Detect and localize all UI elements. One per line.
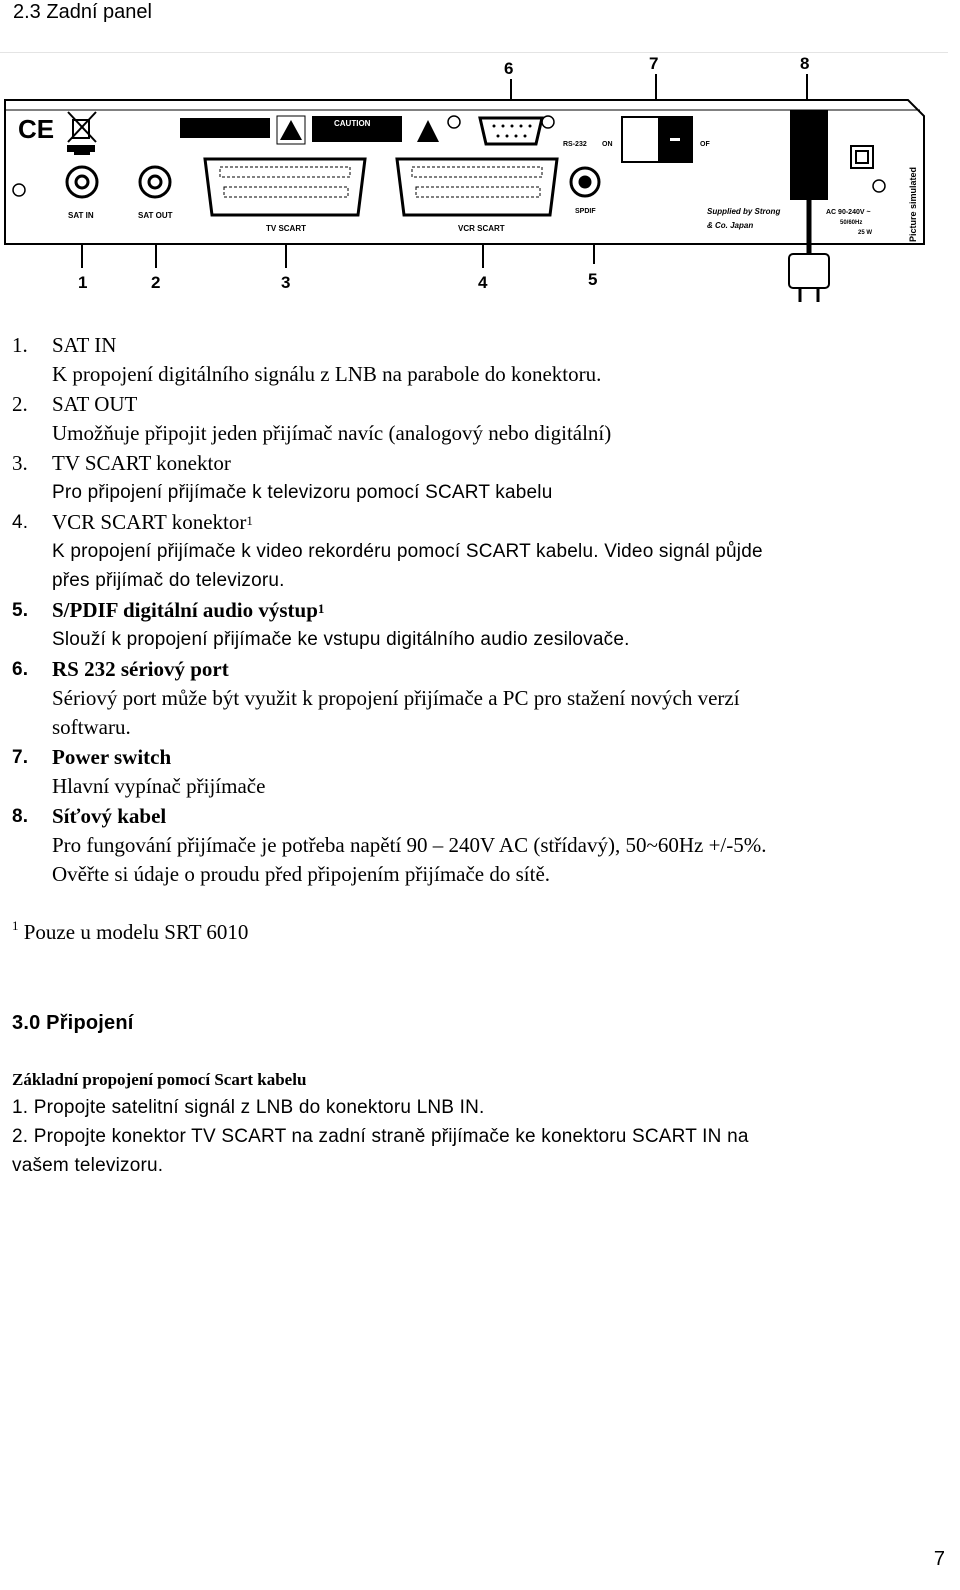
- item-description: softwaru.: [52, 715, 131, 739]
- callout-2: 2: [151, 273, 161, 292]
- callout-3: 3: [281, 273, 291, 292]
- footnote-text: Pouze u modelu SRT 6010: [23, 920, 249, 944]
- warning-label-1: [180, 118, 270, 138]
- item-description: Sériový port může být využit k propojení přijímače a PC pro stažení nových verzí: [52, 686, 740, 710]
- svg-text:TV SCART: TV SCART: [266, 224, 306, 233]
- item-description: Umožňuje připojit jeden přijímač navíc (analogový nebo digitální): [52, 421, 612, 445]
- svg-text:50/60Hz: 50/60Hz: [840, 220, 863, 226]
- callout-8: 8: [800, 54, 810, 73]
- rs232-port: [480, 118, 542, 144]
- item-number: 7.: [12, 747, 29, 768]
- footnote-mark: 1: [12, 918, 19, 933]
- callout-5: 5: [588, 270, 598, 289]
- svg-text:RS-232: RS-232: [563, 141, 587, 148]
- svg-text:Supplied by Strong: Supplied by Strong: [707, 207, 781, 216]
- step-2: 2. Propojte konektor TV SCART na zadní straně přijímače ke konektoru SCART IN na: [12, 1126, 749, 1147]
- item-number: 8.: [12, 806, 29, 827]
- step-1: 1. Propojte satelitní signál z LNB do konektoru LNB IN.: [12, 1097, 485, 1118]
- item-title: SAT OUT: [52, 392, 138, 416]
- svg-text:CAUTION: CAUTION: [334, 119, 371, 128]
- item-title: TV SCART konektor: [52, 451, 231, 475]
- section-heading-2: 3.0 Připojení: [12, 1012, 134, 1034]
- svg-text:SPDIF: SPDIF: [575, 208, 596, 215]
- item-description: K propojení přijímače k video rekordéru pomocí SCART kabelu. Video signál půjde: [52, 541, 763, 562]
- vcr-scart-connector: [397, 159, 557, 215]
- item-description: K propojení digitálního signálu z LNB na parabole do konektoru.: [52, 362, 602, 386]
- item-description: Ověřte si údaje o proudu před připojením přijímače do sítě.: [52, 862, 551, 886]
- svg-text:Picture simulated: Picture simulated: [908, 166, 918, 242]
- sat-out-connector: [140, 167, 170, 197]
- svg-text:ON: ON: [602, 141, 613, 148]
- item-number: 5.: [12, 600, 29, 621]
- power-switch: [622, 117, 692, 162]
- item-description: Pro fungování přijímače je potřeba napětí 90 – 240V AC (střídavý), 50~60Hz +/-5%.: [52, 833, 767, 857]
- rear-panel-diagram: [0, 52, 945, 312]
- item-description: přes přijímač do televizoru.: [52, 570, 285, 591]
- item-number: 1.: [12, 333, 28, 357]
- item-title: RS 232 sériový port: [52, 657, 229, 681]
- footnote-ref: 1: [317, 601, 325, 616]
- item-title: VCR SCART konektor: [52, 510, 247, 534]
- item-number: 3.: [12, 451, 28, 475]
- svg-text:OF: OF: [700, 141, 710, 148]
- spdif-connector: [571, 168, 599, 196]
- svg-text:AC 90-240V ~: AC 90-240V ~: [826, 209, 871, 216]
- item-title: SAT IN: [52, 333, 117, 357]
- footnote-ref: 1: [246, 513, 253, 528]
- item-number: 6.: [12, 659, 29, 680]
- svg-text:SAT OUT: SAT OUT: [138, 211, 173, 220]
- callout-4: 4: [478, 273, 488, 292]
- item-title: Síťový kabel: [52, 804, 167, 828]
- section-heading: 2.3 Zadní panel: [13, 1, 152, 23]
- svg-text:25 W: 25 W: [858, 230, 873, 236]
- tv-scart-connector: [205, 159, 365, 215]
- sat-in-connector: [67, 167, 97, 197]
- footnote: [12, 920, 248, 945]
- callout-6: 6: [504, 59, 514, 78]
- item-title: S/PDIF digitální audio výstup: [52, 598, 318, 622]
- svg-text:VCR SCART: VCR SCART: [458, 224, 505, 233]
- svg-text:& Co. Japan: & Co. Japan: [707, 221, 754, 230]
- subheading: Základní propojení pomocí Scart kabelu: [12, 1070, 307, 1089]
- item-description: Hlavní vypínač přijímače: [52, 774, 266, 798]
- ce-mark: CE: [18, 114, 55, 144]
- item-number: 4.: [12, 512, 29, 533]
- callout-7: 7: [649, 54, 659, 73]
- page-number: 7: [933, 1548, 945, 1570]
- svg-text:SAT IN: SAT IN: [68, 211, 94, 220]
- step-2-cont: vašem televizoru.: [12, 1155, 164, 1176]
- item-number: 2.: [12, 392, 28, 416]
- item-title: Power switch: [52, 745, 172, 769]
- callout-1: 1: [78, 273, 88, 292]
- item-description: Pro připojení přijímače k televizoru pomocí SCART kabelu: [52, 482, 553, 503]
- item-description: Slouží k propojení přijímače ke vstupu digitálního audio zesilovače.: [52, 629, 630, 650]
